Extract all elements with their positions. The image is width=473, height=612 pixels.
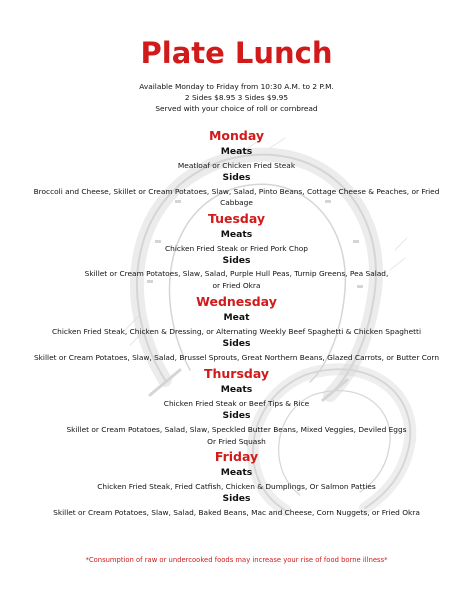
meats-label-friday: Meats: [220, 467, 253, 478]
sides-list-tuesday-line2: or Fried Okra: [212, 281, 261, 290]
availability-text: Available Monday to Friday from 10:30 A.M. to 2 P.M.: [139, 82, 334, 91]
meats-list-friday: Chicken Fried Steak, Fried Catfish, Chicken & Dumplings, Or Salmon Patties: [97, 482, 376, 491]
day-heading-wednesday: Wednesday: [196, 294, 277, 309]
pricing-text: 2 Sides $8.95 3 Sides $9.95: [184, 93, 289, 102]
meats-list-wednesday: Chicken Fried Steak, Chicken & Dressing, or Alternating Weekly Beef Spaghetti & Chicken Spaghetti: [52, 327, 421, 336]
sides-label-monday: Sides: [222, 172, 251, 183]
page-title: Plate Lunch: [140, 36, 333, 70]
day-heading-monday: Monday: [208, 128, 265, 143]
sides-list-tuesday-line1: Skillet or Cream Potatoes, Slaw, Salad, Purple Hull Peas, Turnip Greens, Pea Salad,: [84, 269, 389, 278]
sides-label-thursday: Sides: [222, 410, 251, 421]
meats-label-wednesday: Meat: [223, 312, 250, 323]
sides-label-tuesday: Sides: [222, 255, 251, 266]
sides-list-wednesday-line1: Skillet or Cream Potatoes, Slaw, Salad, Brussel Sprouts, Great Northern Beans, Glazed Carrots, or Butter Corn: [33, 353, 440, 362]
sides-list-thursday-line1: Skillet or Cream Potatoes, Salad, Slaw, Speckled Butter Beans, Mixed Veggies, Deviled Eggs: [66, 425, 407, 434]
bread-choice-text: Served with your choice of roll or cornbread: [155, 104, 318, 113]
day-heading-thursday: Thursday: [203, 366, 270, 381]
sides-label-wednesday: Sides: [222, 338, 251, 349]
meats-label-tuesday: Meats: [220, 229, 253, 240]
sides-list-friday-line1: Skillet or Cream Potatoes, Slaw, Salad, Baked Beans, Mac and Cheese, Corn Nuggets, or Fried Okra: [53, 508, 420, 517]
sides-list-monday-line2: Cabbage: [220, 198, 253, 207]
day-heading-friday: Friday: [214, 449, 259, 464]
meats-list-thursday: Chicken Fried Steak or Beef Tips & Rice: [163, 399, 310, 408]
meats-label-thursday: Meats: [220, 384, 253, 395]
meats-label-monday: Meats: [220, 146, 253, 157]
meats-list-monday: Meatloaf or Chicken Fried Steak: [177, 161, 296, 170]
sides-label-friday: Sides: [222, 493, 251, 504]
sides-list-thursday-line2: Or Fried Squash: [207, 437, 266, 446]
day-heading-tuesday: Tuesday: [207, 211, 266, 226]
food-safety-disclaimer: *Consumption of raw or undercooked foods may increase your rise of food borne illness*: [85, 556, 388, 564]
sides-list-monday-line1: Broccoli and Cheese, Skillet or Cream Potatoes, Slaw, Salad, Pinto Beans, Cottage Cheese & Peaches, or Fried: [33, 187, 440, 196]
meats-list-tuesday: Chicken Fried Steak or Fried Pork Chop: [165, 244, 308, 253]
